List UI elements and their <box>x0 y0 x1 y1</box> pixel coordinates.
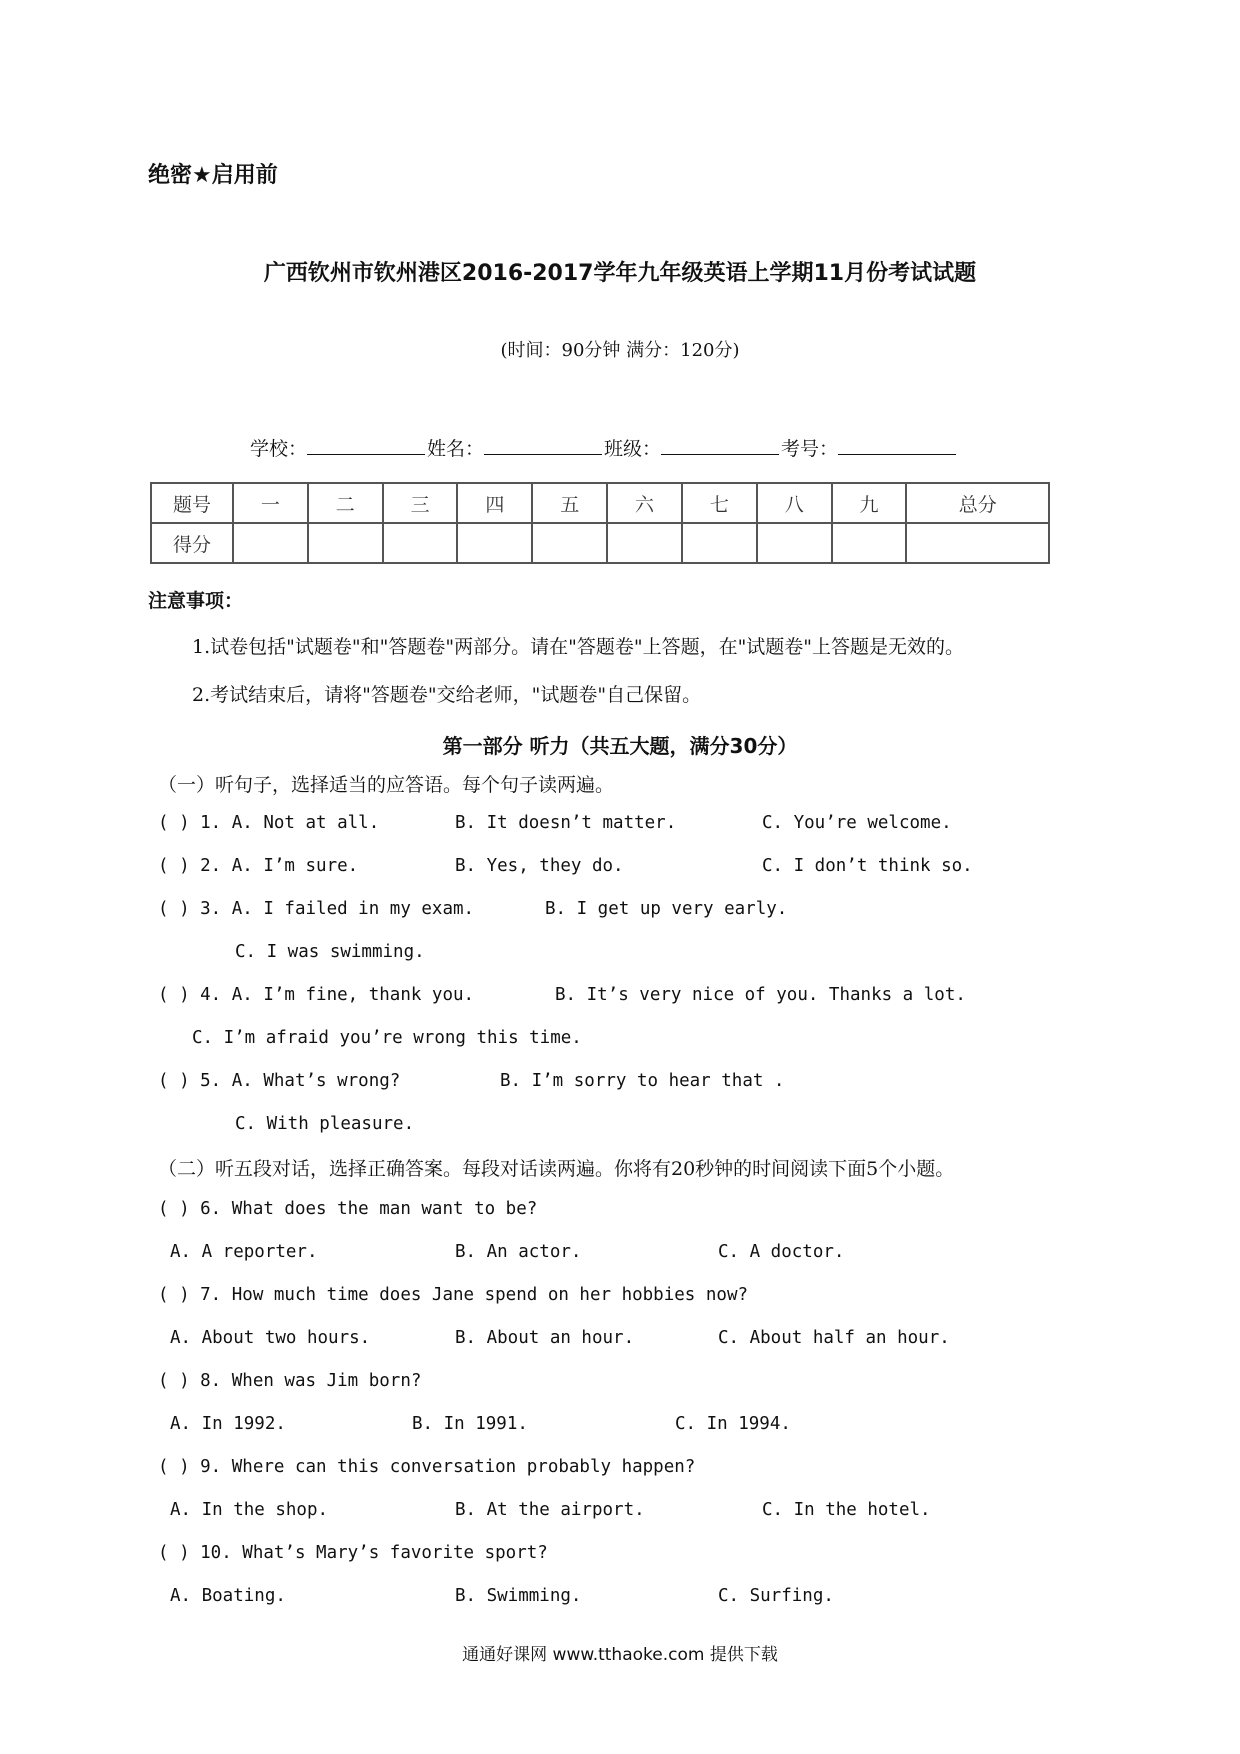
table-cell: 四 <box>457 483 532 523</box>
score-cell[interactable] <box>607 523 682 563</box>
question-6-option-b: B. An actor. <box>455 1242 582 1262</box>
score-table <box>150 482 1050 564</box>
question-3-option-c: C. I was swimming. <box>235 942 425 962</box>
notice-heading: 注意事项： <box>148 590 244 612</box>
table-cell: 九 <box>832 483 907 523</box>
score-cell[interactable] <box>457 523 532 563</box>
question-6-stem: ( ) 6. What does the man want to be? <box>158 1199 538 1219</box>
exam-no-label: 考号： <box>781 438 839 460</box>
confidential-label: 绝密★启用前 <box>148 163 278 188</box>
question-6-option-a: A. A reporter. <box>170 1242 318 1262</box>
question-3-option-b: B. I get up very early. <box>545 899 788 919</box>
question-10-option-a: A. Boating. <box>170 1586 286 1606</box>
question-2-option-b: B. Yes, they do. <box>455 856 624 876</box>
question-9-option-c: C. In the hotel. <box>762 1500 931 1520</box>
question-10-stem: ( ) 10. What’s Mary’s favorite sport? <box>158 1543 548 1563</box>
table-cell: 六 <box>607 483 682 523</box>
question-5-stem: ( ) 5. A. What’s wrong? <box>158 1071 401 1091</box>
table-cell: 一 <box>233 483 308 523</box>
score-cell[interactable] <box>383 523 458 563</box>
score-cell[interactable] <box>682 523 757 563</box>
question-2-stem: ( ) 2. A. I’m sure. <box>158 856 359 876</box>
name-label: 姓名： <box>427 438 485 460</box>
question-3-stem: ( ) 3. A. I failed in my exam. <box>158 899 475 919</box>
table-cell-label: 得分 <box>151 523 233 563</box>
question-5-option-b: B. I’m sorry to hear that . <box>500 1071 785 1091</box>
score-cell[interactable] <box>233 523 308 563</box>
student-info-row <box>250 434 958 461</box>
question-9-option-a: A. In the shop. <box>170 1500 329 1520</box>
score-cell[interactable] <box>532 523 607 563</box>
question-4-option-c: C. I’m afraid you’re wrong this time. <box>192 1028 582 1048</box>
school-blank[interactable] <box>307 434 425 455</box>
question-4-option-b: B. It’s very nice of you. Thanks a lot. <box>555 985 966 1005</box>
class-blank[interactable] <box>661 434 779 455</box>
question-7-stem: ( ) 7. How much time does Jane spend on her hobbies now? <box>158 1285 749 1305</box>
score-cell[interactable] <box>906 523 1049 563</box>
part2-instruction: （二）听五段对话，选择正确答案。每段对话读两遍。你将有20秒钟的时间阅读下面5个小题。 <box>158 1158 955 1180</box>
exam-title: 广西钦州市钦州港区2016-2017学年九年级英语上学期11月份考试试题 <box>263 261 977 286</box>
question-7-option-b: B. About an hour. <box>455 1328 635 1348</box>
score-cell[interactable] <box>308 523 383 563</box>
question-8-option-c: C. In 1994. <box>675 1414 791 1434</box>
question-10-option-c: C. Surfing. <box>718 1586 834 1606</box>
name-blank[interactable] <box>484 434 602 455</box>
question-4-stem: ( ) 4. A. I’m fine, thank you. <box>158 985 475 1005</box>
table-cell: 三 <box>383 483 458 523</box>
score-table-score-row <box>151 523 1049 563</box>
score-table-header-row <box>151 483 1049 523</box>
notice-item-1: 1.试卷包括"试题卷"和"答题卷"两部分。请在"答题卷"上答题，在"试题卷"上答题是无效的。 <box>192 636 965 658</box>
question-1-option-c: C. You’re welcome. <box>762 813 952 833</box>
notice-item-2: 2.考试结束后，请将"答题卷"交给老师，"试题卷"自己保留。 <box>192 684 702 706</box>
exam-time-info: (时间：90分钟 满分：120分) <box>500 340 740 361</box>
table-cell: 七 <box>682 483 757 523</box>
download-footer: 通通好课网 www.tthaoke.com 提供下载 <box>462 1645 778 1665</box>
table-cell: 八 <box>757 483 832 523</box>
school-label: 学校： <box>250 438 308 460</box>
question-10-option-b: B. Swimming. <box>455 1586 582 1606</box>
exam-no-blank[interactable] <box>838 434 956 455</box>
question-8-stem: ( ) 8. When was Jim born? <box>158 1371 422 1391</box>
question-8-option-b: B. In 1991. <box>412 1414 528 1434</box>
question-8-option-a: A. In 1992. <box>170 1414 286 1434</box>
question-5-option-c: C. With pleasure. <box>235 1114 415 1134</box>
table-cell-label: 题号 <box>151 483 233 523</box>
table-cell-total: 总分 <box>906 483 1049 523</box>
question-2-option-c: C. I don’t think so. <box>762 856 973 876</box>
score-cell[interactable] <box>757 523 832 563</box>
table-cell: 二 <box>308 483 383 523</box>
question-1-option-b: B. It doesn’t matter. <box>455 813 677 833</box>
section-title: 第一部分 听力（共五大题，满分30分） <box>442 734 798 758</box>
class-label: 班级： <box>604 438 662 460</box>
question-1-stem: ( ) 1. A. Not at all. <box>158 813 380 833</box>
table-cell: 五 <box>532 483 607 523</box>
question-7-option-c: C. About half an hour. <box>718 1328 950 1348</box>
question-9-stem: ( ) 9. Where can this conversation probably happen? <box>158 1457 696 1477</box>
score-cell[interactable] <box>832 523 907 563</box>
question-7-option-a: A. About two hours. <box>170 1328 371 1348</box>
question-6-option-c: C. A doctor. <box>718 1242 845 1262</box>
question-9-option-b: B. At the airport. <box>455 1500 645 1520</box>
part1-instruction: （一）听句子，选择适当的应答语。每个句子读两遍。 <box>158 774 615 796</box>
